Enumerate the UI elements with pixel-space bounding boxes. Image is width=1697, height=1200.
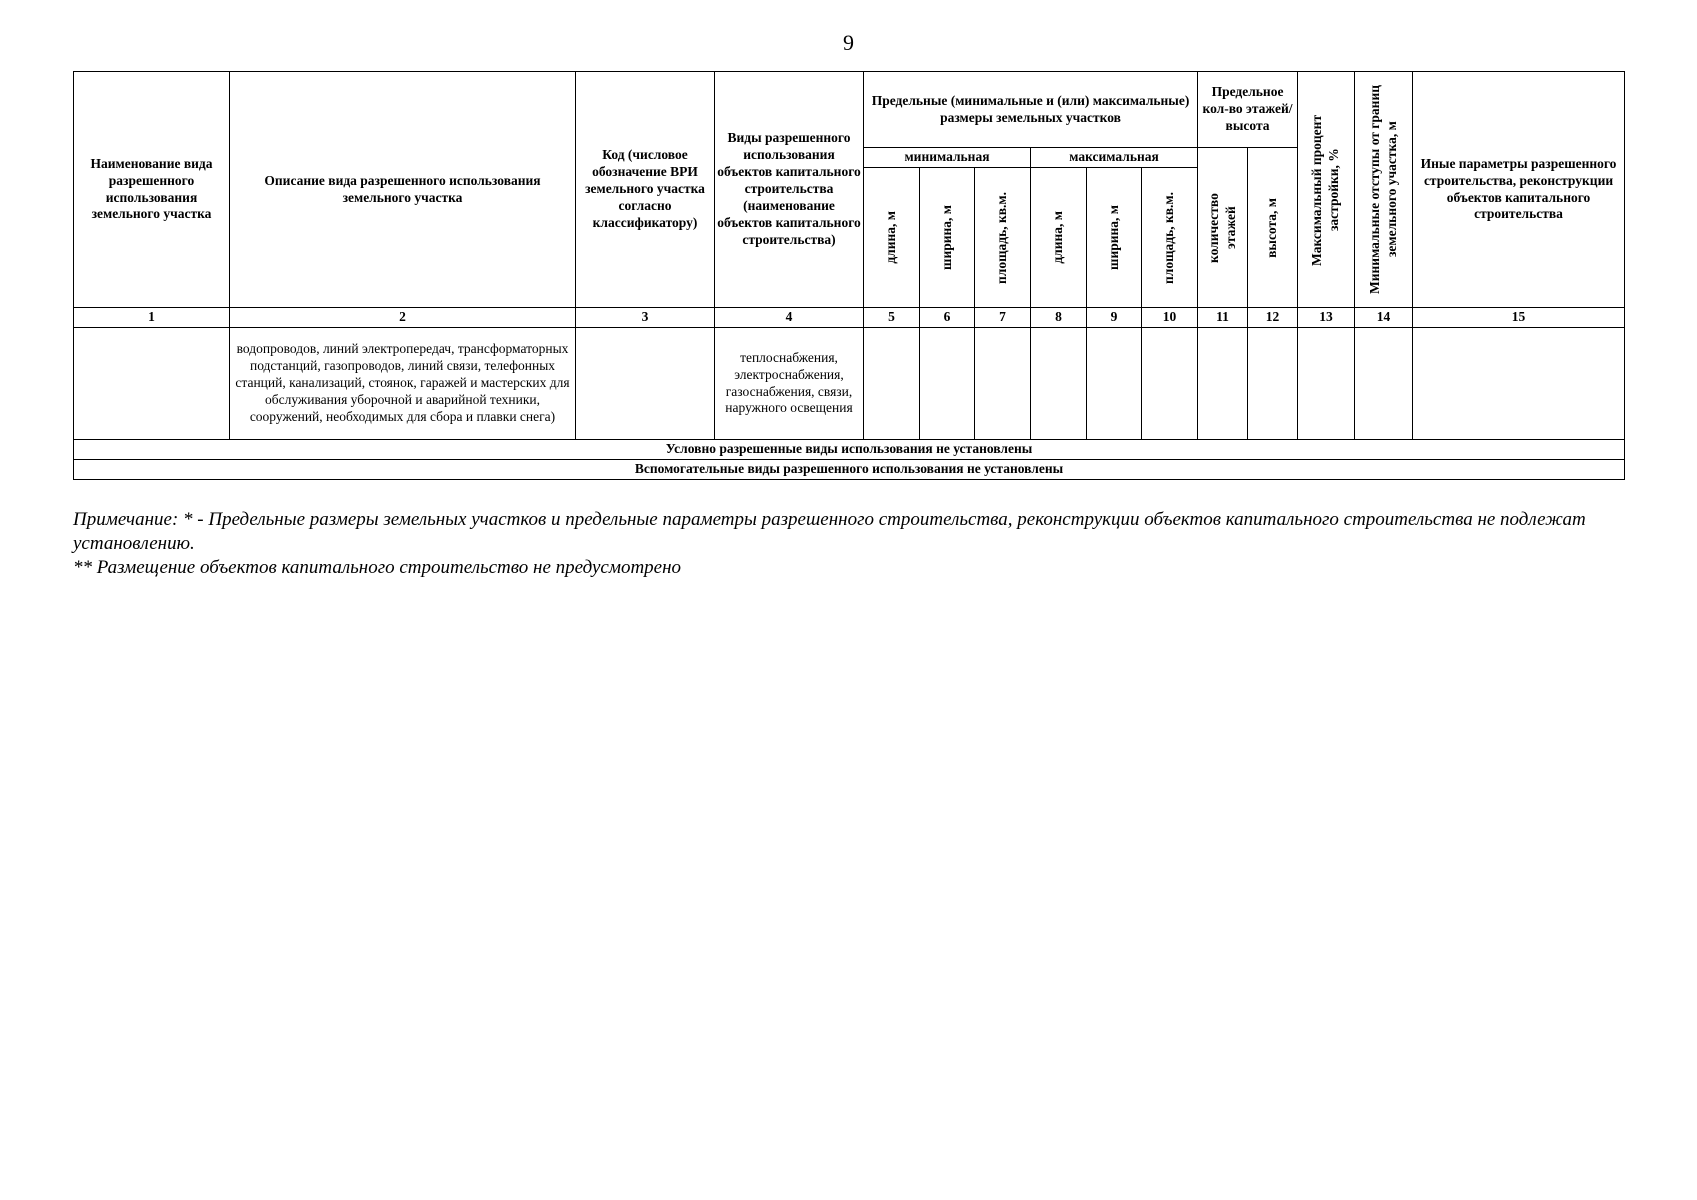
height-label: высота, м [1264, 197, 1280, 258]
header-min-setbacks [1355, 72, 1413, 308]
header-floors-count [1198, 148, 1248, 308]
page-number: 9 [843, 30, 854, 55]
conditional-uses-row [74, 440, 1625, 460]
header-max-percent [1298, 72, 1355, 308]
header-min-width [920, 168, 975, 308]
header-max-length [1031, 168, 1087, 308]
col-number: 2 [230, 308, 576, 328]
col-number: 7 [975, 308, 1031, 328]
col-number: 11 [1198, 308, 1248, 328]
header-max-area [1142, 168, 1198, 308]
header-minimum: минимальная [864, 148, 1031, 168]
header-min-length [864, 168, 920, 308]
column-number-row [74, 308, 1625, 328]
footnote [73, 508, 1633, 579]
max-width-label: ширина, м [1105, 205, 1121, 270]
min-area-label: площадь, кв.м. [994, 191, 1010, 284]
footnote-line-2: ** Размещение объектов капитального строительство не предусмотрено [73, 556, 682, 578]
table-row [74, 328, 1625, 440]
col-number: 13 [1298, 308, 1355, 328]
max-length-label: длина, м [1050, 211, 1066, 264]
col-number: 1 [74, 308, 230, 328]
header-size-limits: Предельные (минимальные и (или) максимальные) размеры земельных участков [864, 72, 1198, 148]
header-floor-limits: Предельное кол-во этажей/ высота [1198, 72, 1298, 148]
cell-name [74, 328, 230, 440]
col-number: 15 [1413, 308, 1625, 328]
col-number: 8 [1031, 308, 1087, 328]
cell-capital-objects: теплоснабжения, электроснабжения, газоснабжения, связи, наружного освещения [715, 328, 864, 440]
conditional-uses-text: Условно разрешенные виды использования не установлены [74, 440, 1625, 460]
floors-count-label: количество этажей [1205, 192, 1238, 263]
min-setbacks-label: Минимальные отступы от границ земельного участка, м [1366, 85, 1399, 295]
col-number: 10 [1142, 308, 1198, 328]
footnote-line-1: Примечание: * - Предельные размеры земельных участков и предельные параметры разрешенного строительства, реконструкции объектов капитального строительства не подлежат установлению. [73, 509, 1586, 554]
min-width-label: ширина, м [938, 205, 954, 270]
header-code: Код (числовое обозначение ВРИ земельного участка согласно классификатору) [576, 72, 715, 308]
header-max-width [1087, 168, 1142, 308]
col-number: 6 [920, 308, 975, 328]
header-height [1248, 148, 1298, 308]
col-number: 5 [864, 308, 920, 328]
col-number: 9 [1087, 308, 1142, 328]
header-description: Описание вида разрешенного использования земельного участка [230, 72, 576, 308]
max-area-label: площадь, кв.м. [1161, 191, 1177, 284]
land-use-table [73, 71, 1625, 480]
auxiliary-uses-text: Вспомогательные виды разрешенного использования не установлены [74, 460, 1625, 480]
header-min-area [975, 168, 1031, 308]
header-maximum: максимальная [1031, 148, 1198, 168]
header-name-of-use: Наименование вида разрешенного использования земельного участка [74, 72, 230, 308]
auxiliary-uses-row [74, 460, 1625, 480]
cell-description: водопроводов, линий электропередач, трансформаторных подстанций, газопроводов, линий связи, телефонных станций, канализаций, стоянок, гаражей и мастерских для обслуживания уборочной и аварийной техники, сооружений, необходимых для сбора и плавки снега) [230, 328, 576, 440]
header-capital-uses: Виды разрешенного использования объектов капитального строительства (наименование объектов капитального строительства) [715, 72, 864, 308]
col-number: 14 [1355, 308, 1413, 328]
min-length-label: длина, м [883, 211, 899, 264]
col-number: 3 [576, 308, 715, 328]
col-number: 4 [715, 308, 864, 328]
header-other-params: Иные параметры разрешенного строительства, реконструкции объектов капитального строительства [1413, 72, 1625, 308]
max-percent-label: Максимальный процент застройки, % [1309, 113, 1342, 266]
cell-code [576, 328, 715, 440]
col-number: 12 [1248, 308, 1298, 328]
